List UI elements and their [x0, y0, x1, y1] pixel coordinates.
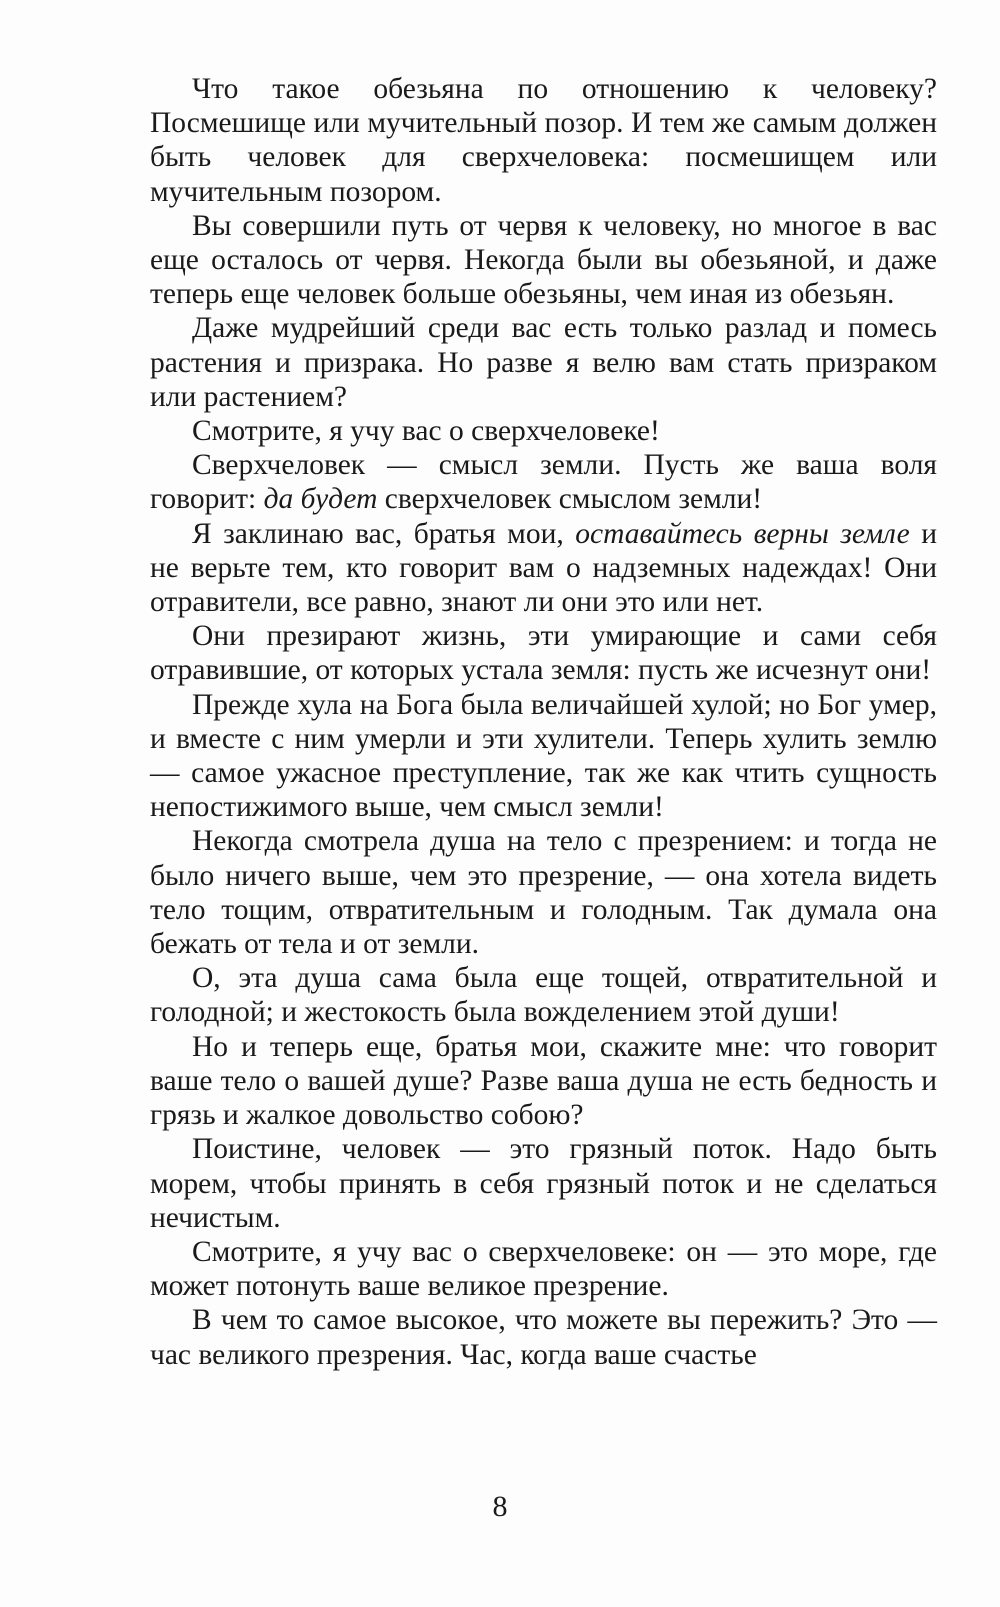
text-run: Они презирают жизнь, эти умирающие и сами себя отравившие, от которых устала земля: пусть же исчезнут они!: [150, 620, 937, 687]
text-run: Поистине, человек — это грязный поток. Надо быть морем, чтобы принять в себя грязный поток и не сделаться нечистым.: [150, 1133, 937, 1234]
paragraph: [150, 824, 937, 961]
text-run: Я заклинаю вас, братья мои,: [192, 517, 576, 550]
text-run: Прежде хула на Бога была величайшей хулой; но Бог умер, и вместе с ним умерли и эти хулители. Теперь хулить землю — самое ужасное преступление, так же как чтить сущность непостижимого выше, чем смысл земли!: [150, 688, 937, 824]
paragraph: [150, 209, 937, 312]
text-run: Некогда смотрела душа на тело с презрением: и тогда не было ничего выше, чем это презрение, — она хотела видеть тело тощим, отвратительным и голодным. Так думала она бежать от тела и от земли.: [150, 825, 937, 961]
paragraph: [150, 517, 937, 620]
text-run: Смотрите, я учу вас о сверхчеловеке: он — это море, где может потонуть ваше великое презрение.: [150, 1235, 937, 1303]
text-run: Сверхчеловек — смысл земли. Пусть же ваша воля говорит:: [150, 449, 937, 516]
paragraph: [150, 414, 937, 448]
paragraph: [150, 619, 937, 687]
body-text: [150, 72, 937, 1372]
text-run: Что такое обезьяна по отношению к человеку? Посмешище или мучительный позор. И тем же самым должен быть человек для сверхчеловека: посмешищем или мучительным позором.: [150, 73, 937, 208]
text-run: Вы совершили путь от червя к человеку, но многое в вас еще осталось от червя. Некогда были вы обезьяной, и даже теперь еще человек больше обезьяны, чем иная из обезьян.: [150, 209, 937, 311]
text-run: Смотрите, я учу вас о сверхчеловеке!: [192, 415, 660, 448]
text-run: Но и теперь еще, братья мои, скажите мне: что говорит ваше тело о вашей душе? Разве ваша душа не есть бедность и грязь и жалкое довольство собою?: [150, 1030, 937, 1132]
text-run: Даже мудрейший среди вас есть только разлад и помесь растения и призрака. Но разве я велю вам стать призраком или растением?: [150, 312, 937, 413]
italic-text: оставайтесь верны земле: [575, 517, 910, 550]
text-run: и не верьте тем, кто говорит вам о надземных надеждах! Они отравители, все равно, знают ли они это или нет.: [150, 517, 937, 619]
paragraph: [150, 1132, 937, 1235]
page-number: 8: [492, 1490, 508, 1523]
paragraph: [150, 688, 937, 825]
text-run: О, эта душа сама была еще тощей, отвратительной и голодной; и жестокость была вожделением этой души!: [150, 962, 937, 1029]
italic-text: да будет: [263, 483, 378, 516]
paragraph: [150, 311, 937, 414]
paragraph: [150, 448, 937, 516]
text-run: В чем то самое высокое, что можете вы пережить? Это — час великого презрения. Час, когда ваше счастье: [150, 1304, 937, 1371]
paragraph: [150, 1030, 937, 1133]
paragraph: [150, 1303, 937, 1371]
paragraph: [150, 72, 937, 209]
text-run: сверхчеловек смыслом земли!: [377, 483, 763, 516]
paragraph: [150, 961, 937, 1029]
paragraph: [150, 1235, 937, 1303]
